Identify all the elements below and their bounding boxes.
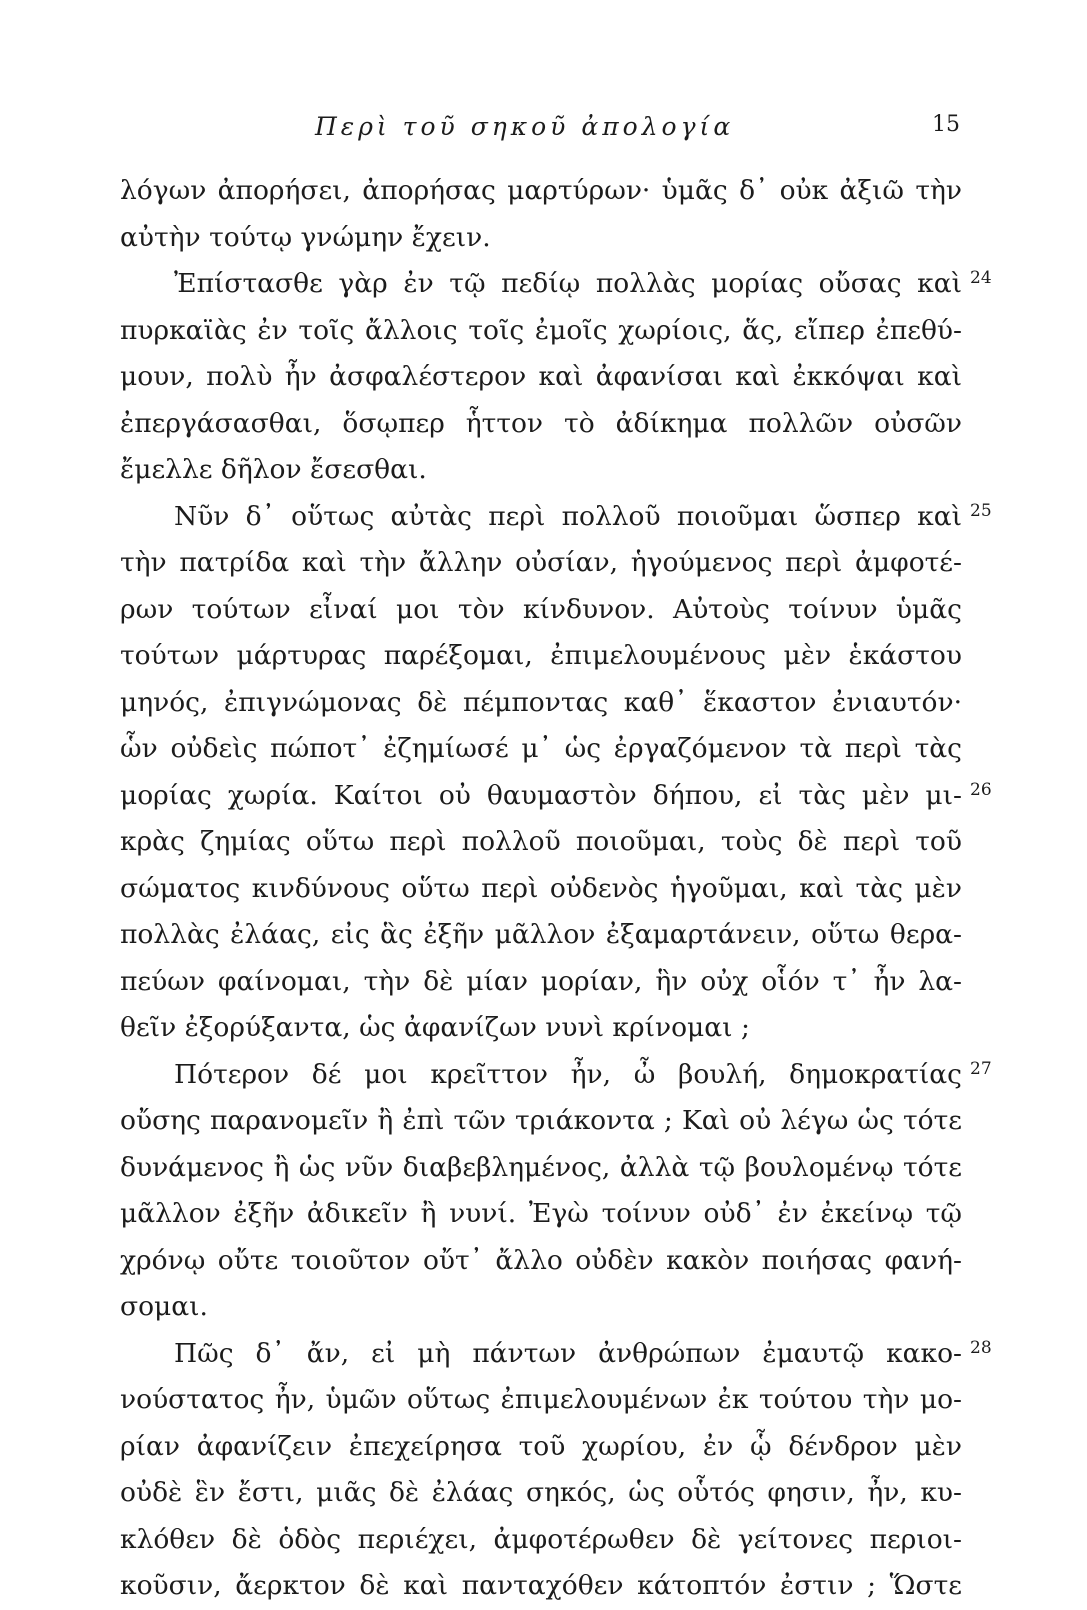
text-line (120, 1052, 992, 1099)
section-number: 24 (970, 268, 992, 288)
line-text: ρων τούτων εἶναί μοι τὸν κίνδυνον. Αὐτοὺς τοίνυν ὑμᾶς (120, 593, 962, 625)
line-text: δυνάμενος ἢ ὡς νῦν διαβεβλημένος, ἀλλὰ τῷ βουλομένῳ τότε (120, 1151, 962, 1183)
text-line (120, 1563, 965, 1610)
line-text: πυρκαϊὰς ἐν τοῖς ἄλλοις τοῖς ἐμοῖς χωρίοις, ἅς, εἴπερ ἐπεθύ- (120, 314, 962, 346)
line-text: οὐδὲ ἓν ἔστι, μιᾶς δὲ ἐλάας σηκός, ὡς οὗτός φησιν, ἦν, κυ- (120, 1477, 962, 1508)
line-text: σώματος κινδύνους οὕτω περὶ οὐδενὸς ἡγοῦμαι, καὶ τὰς μὲν (120, 872, 962, 904)
line-text: νούστατος ἦν, ὑμῶν οὕτως ἐπιμελουμένων ἐκ τούτου τὴν μο- (120, 1384, 962, 1415)
line-text: θεῖν ἐξορύξαντα, ὡς ἀφανίζων νυνὶ κρίνομαι ; (120, 1012, 750, 1043)
line-text: μᾶλλον ἐξῆν ἀδικεῖν ἢ νυνί. Ἐγὼ τοίνυν οὐδ᾿ ἐν ἐκείνῳ τῷ (120, 1198, 962, 1229)
line-text: Ἐπίστασθε γὰρ ἐν τῷ πεδίῳ πολλὰς μορίας οὔσας καὶ (174, 268, 962, 299)
text-line (120, 1470, 965, 1517)
text-line (120, 168, 965, 215)
running-head (120, 108, 960, 148)
text-line (120, 680, 965, 727)
text-line (120, 866, 965, 913)
line-text: Νῦν δ᾿ οὕτως αὐτὰς περὶ πολλοῦ ποιοῦμαι ὥσπερ καὶ (174, 500, 962, 532)
line-text: πολλὰς ἐλάας, εἰς ἃς ἐξῆν μᾶλλον ἐξαμαρτάνειν, οὕτω θερα- (120, 919, 962, 950)
text-line (120, 1517, 965, 1564)
text-line (120, 912, 965, 959)
text-line (120, 1331, 992, 1378)
line-text: λόγων ἀπορήσει, ἀπορήσας μαρτύρων· ὑμᾶς δ᾿ οὐκ ἀξιῶ τὴν (120, 175, 962, 206)
text-line (120, 726, 965, 773)
body-text (120, 168, 992, 1610)
text-line (120, 215, 965, 262)
line-text: τὴν πατρίδα καὶ τὴν ἄλλην οὐσίαν, ἡγούμενος περὶ ἀμφοτέ- (120, 547, 962, 578)
line-text: ρίαν ἀφανίζειν ἐπεχείρησα τοῦ χωρίου, ἐν ᾧ δένδρον μὲν (120, 1430, 962, 1462)
section-number: 28 (970, 1337, 992, 1358)
text-line (120, 1005, 965, 1052)
text-line (120, 1145, 965, 1192)
line-text: τούτων μάρτυρας παρέξομαι, ἐπιμελουμένους μὲν ἑκάστου (120, 640, 962, 671)
running-title: Περὶ τοῦ σηκοῦ ἀπολογία (315, 112, 735, 141)
text-line (120, 1238, 965, 1285)
text-line (120, 447, 965, 494)
text-line (120, 633, 965, 680)
section-number: 26 (970, 779, 992, 800)
text-line (120, 773, 992, 820)
text-line (120, 819, 965, 866)
text-line (120, 494, 992, 541)
text-line (120, 959, 965, 1006)
text-line (120, 1377, 965, 1424)
line-text: κλόθεν δὲ ὁδὸς περιέχει, ἀμφοτέρωθεν δὲ γείτονες περιοι- (120, 1523, 962, 1555)
line-text: μορίας χωρία. Καίτοι οὐ θαυμαστὸν δήπου, εἰ τὰς μὲν μι- (120, 779, 962, 811)
line-text: κοῦσιν, ἄερκτον δὲ καὶ πανταχόθεν κάτοπτόν ἐστιν ; Ὥστε (120, 1570, 962, 1601)
line-text: οὔσης παρανομεῖν ἢ ἐπὶ τῶν τριάκοντα ; Καὶ οὐ λέγω ὡς τότε (120, 1105, 962, 1136)
text-line (120, 308, 965, 355)
text-line (120, 261, 992, 308)
line-text: Πότερον δέ μοι κρεῖττον ἦν, ὦ βουλή, δημοκρατίας (174, 1058, 962, 1090)
text-line (120, 1284, 965, 1331)
line-text: χρόνῳ οὔτε τοιοῦτον οὔτ᾿ ἄλλο οὐδὲν κακὸν ποιήσας φανή- (120, 1244, 962, 1276)
text-line (120, 354, 965, 401)
line-text: κρὰς ζημίας οὕτω περὶ πολλοῦ ποιοῦμαι, τοὺς δὲ περὶ τοῦ (120, 826, 962, 857)
line-text: ἐπεργάσασθαι, ὅσῳπερ ἧττον τὸ ἀδίκημα πολλῶν οὐσῶν (120, 407, 962, 439)
text-line (120, 1424, 965, 1471)
text-line (120, 1098, 965, 1145)
line-text: πεύων φαίνομαι, τὴν δὲ μίαν μορίαν, ἣν οὐχ οἷόν τ᾿ ἦν λα- (120, 965, 962, 997)
page-number: 15 (932, 112, 960, 137)
line-text: σομαι. (120, 1291, 208, 1322)
line-text: μουν, πολὺ ἦν ἀσφαλέστερον καὶ ἀφανίσαι καὶ ἐκκόψαι καὶ (120, 361, 962, 392)
section-number: 25 (970, 500, 992, 521)
line-text: μηνός, ἐπιγνώμονας δὲ πέμποντας καθ᾿ ἕκαστον ἐνιαυτόν· (120, 686, 962, 718)
line-text: Πῶς δ᾿ ἄν, εἰ μὴ πάντων ἀνθρώπων ἐμαυτῷ κακο- (174, 1337, 962, 1369)
line-text: ἔμελλε δῆλον ἔσεσθαι. (120, 454, 427, 485)
text-line (120, 401, 965, 448)
text-line (120, 540, 965, 587)
text-line (120, 587, 965, 634)
line-text: ὧν οὐδεὶς πώποτ᾿ ἐζημίωσέ μ᾿ ὡς ἐργαζόμενον τὰ περὶ τὰς (120, 733, 962, 764)
section-number: 27 (970, 1058, 992, 1079)
text-line (120, 1191, 965, 1238)
line-text: αὐτὴν τούτῳ γνώμην ἔχειν. (120, 221, 491, 253)
